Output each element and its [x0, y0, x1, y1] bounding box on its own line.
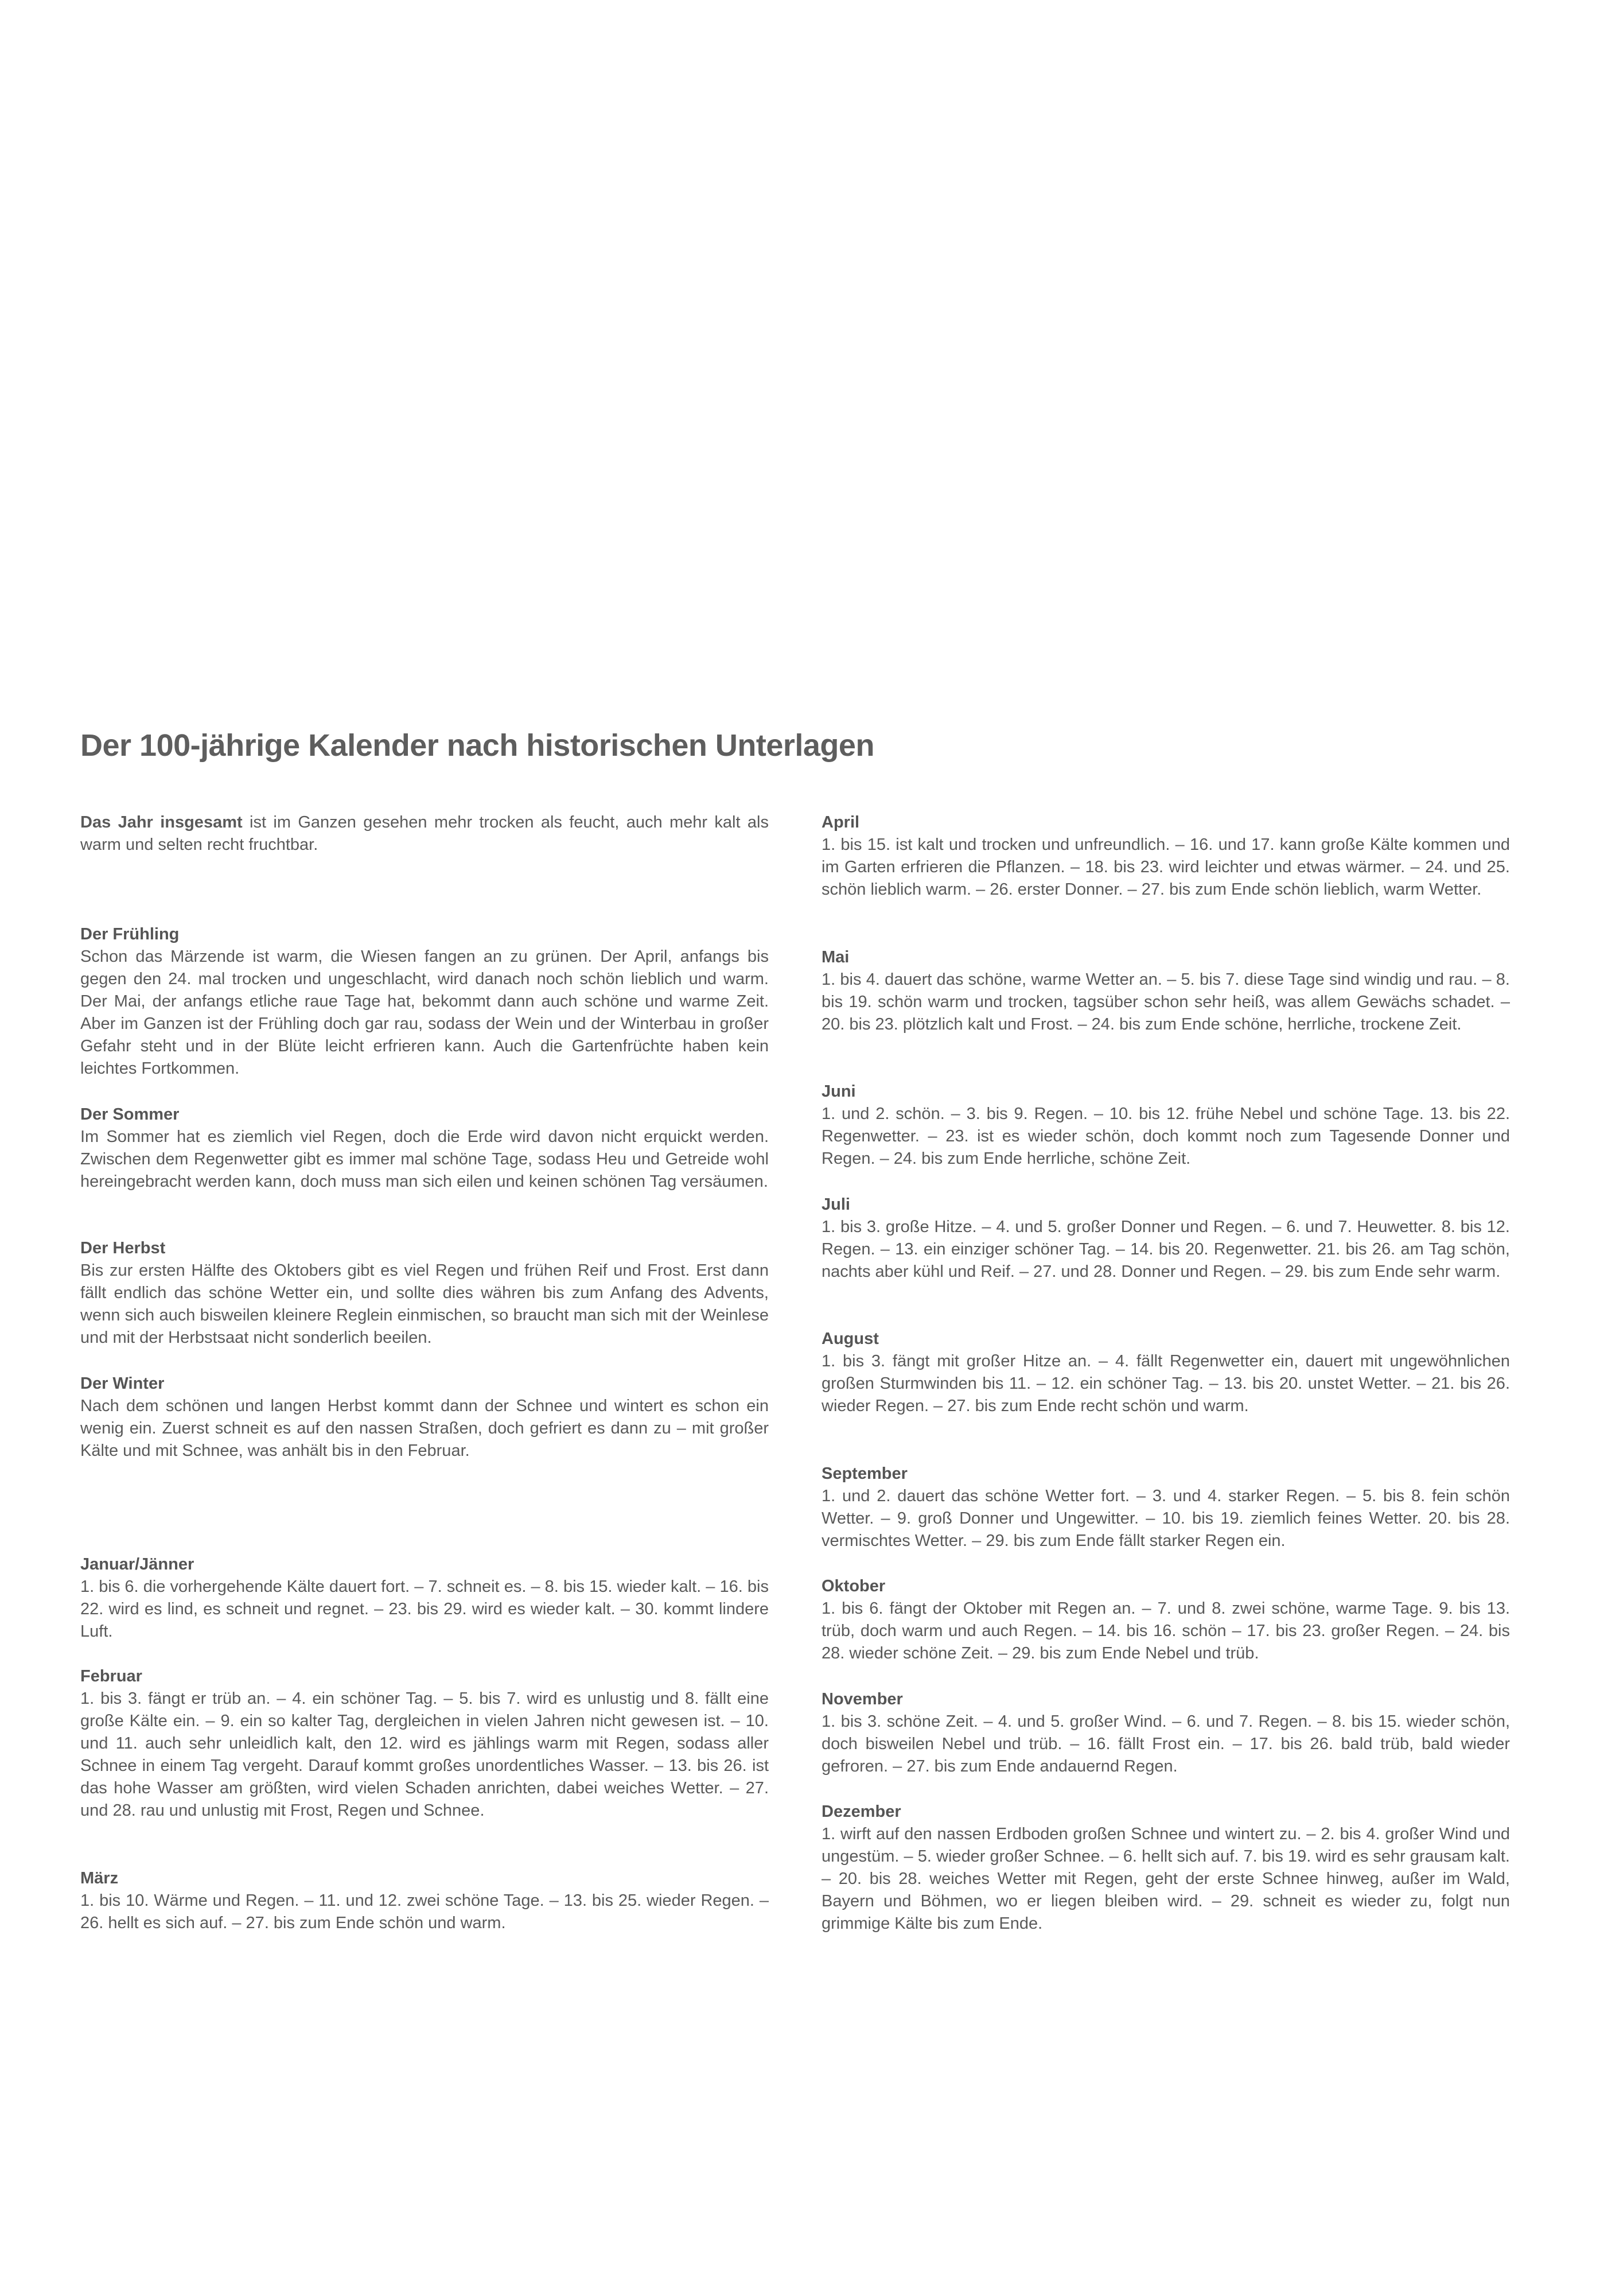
- section-heading: März: [80, 1869, 119, 1887]
- month-october: [822, 1575, 1510, 1665]
- section-text: 1. bis 3. fängt mit großer Hitze an. – 4. fällt Regenwetter ein, dauert mit ungewöhnlichen großen Sturmwinden bis 11. – 12. ein schöner Tag. – 13. bis 20. unstet Wetter. – 21. bis 26. wieder Regen. – 27. bis zum Ende recht schön und warm.: [822, 1352, 1510, 1415]
- section-text: 1. bis 15. ist kalt und trocken und unfreundlich. – 16. und 17. kann große Kälte kommen und im Garten erfrieren die Pflanzen. – 18. bis 23. wird leichter und etwas wärmer. – 24. und 25. schön lieblich warm. – 26. erster Donner. – 27. bis zum Ende schön lieblich, warm Wetter.: [822, 836, 1510, 899]
- section-heading: Der Sommer: [80, 1105, 180, 1124]
- section-text: Nach dem schönen und langen Herbst kommt dann der Schnee und wintert es schon ein wenig ein. Zuerst schneit es auf den nassen Straßen, doch gefriert es dann zu – mit großer Kälte und mit Schnee, was anhält bis in den Februar.: [80, 1397, 769, 1460]
- month-may: [822, 946, 1510, 1036]
- section-text: 1. wirft auf den nassen Erdboden großen Schnee und wintert zu. – 2. bis 4. großer Wind und ungestüm. – 5. wieder großer Schnee. – 6. hellt sich auf. 7. bis 19. wird es sehr grausam kalt. – 20. bis 28. weiches Wetter mit Regen, geht der erste Schnee hinweg, außer im Wald, Bayern und Böhmen, wo er liegen bleiben wird. – 29. schneit es wieder zu, folgt nun grimmige Kälte bis zum Ende.: [822, 1825, 1510, 1933]
- month-april: [822, 811, 1510, 901]
- month-november: [822, 1688, 1510, 1778]
- month-february: [80, 1665, 769, 1822]
- month-september: [822, 1463, 1510, 1552]
- month-january: [80, 1553, 769, 1643]
- section-text: 1. bis 10. Wärme und Regen. – 11. und 12. zwei schöne Tage. – 13. bis 25. wieder Regen. – 26. hellt es sich auf. – 27. bis zum Ende schön und warm.: [80, 1891, 769, 1932]
- section-text: 1. bis 6. fängt der Oktober mit Regen an. – 7. und 8. zwei schöne, warme Tage. 9. bis 13. trüb, doch warm und auch Regen. – 14. bis 16. schön – 17. bis 23. großer Regen. – 24. bis 28. wieder schöne Zeit. – 29. bis zum Ende Nebel und trüb.: [822, 1599, 1510, 1662]
- section-text: Schon das Märzende ist warm, die Wiesen fangen an zu grünen. Der April, anfangs bis gegen den 24. mal trocken und ungeschlacht, wird danach noch schön lieblich und warm. Der Mai, der anfangs etliche raue Tage hat, bekommt dann auch schöne und warme Zeit. Aber im Ganzen ist der Frühling doch gar rau, sodass der Wein und der Winterbau in großer Gefahr steht und in der Blüte leicht erfrieren kann. Auch die Gartenfrüchte haben kein leichtes Fortkommen.: [80, 947, 769, 1078]
- month-june: [822, 1081, 1510, 1170]
- section-heading: Dezember: [822, 1802, 901, 1821]
- section-text: 1. bis 6. die vorhergehende Kälte dauert fort. – 7. schneit es. – 8. bis 15. wieder kalt. – 16. bis 22. wird es lind, es schneit und regnet. – 23. bis 29. wird es wieder kalt. – 30. kommt lindere Luft.: [80, 1578, 769, 1641]
- section-heading: Juli: [822, 1195, 850, 1214]
- section-heading: Mai: [822, 948, 850, 966]
- season-summer: [80, 1104, 769, 1193]
- intro-paragraph: [80, 811, 769, 856]
- intro-text: ist im Ganzen gesehen mehr trocken als feucht, auch mehr kalt als warm und selten recht fruchtbar.: [80, 813, 769, 854]
- section-text: 1. und 2. dauert das schöne Wetter fort. – 3. und 4. starker Regen. – 5. bis 8. fein schön Wetter. – 9. groß Donner und Ungewitter. – 10. bis 19. ziemlich feines Wetter. 20. bis 28. vermischtes Wetter. – 29. bis zum Ende fällt starker Regen ein.: [822, 1487, 1510, 1550]
- page-title: Der 100-jährige Kalender nach historischen Unterlagen: [80, 728, 874, 763]
- section-heading: Juni: [822, 1082, 856, 1101]
- section-heading: Januar/Jänner: [80, 1555, 194, 1574]
- section-text: 1. bis 3. schöne Zeit. – 4. und 5. großer Wind. – 6. und 7. Regen. – 8. bis 15. wieder schön, doch bisweilen Nebel und trüb. – 16. fällt Frost ein. – 17. bis 26. bald trüb, bald wieder gefroren. – 27. bis zum Ende andauernd Regen.: [822, 1712, 1510, 1776]
- month-july: [822, 1194, 1510, 1283]
- section-heading: Der Winter: [80, 1374, 165, 1393]
- season-spring: [80, 923, 769, 1080]
- section-text: 1. bis 4. dauert das schöne, warme Wetter an. – 5. bis 7. diese Tage sind windig und rau. – 8. bis 19. schön warm und trocken, tagsüber schon sehr heiß, was allem Gewächs schadet. – 20. bis 23. plötzlich kalt und Frost. – 24. bis zum Ende schöne, herrliche, trockene Zeit.: [822, 970, 1510, 1034]
- section-heading: Der Herbst: [80, 1239, 166, 1257]
- season-winter: [80, 1373, 769, 1462]
- section-text: Im Sommer hat es ziemlich viel Regen, doch die Erde wird davon nicht erquickt werden. Zwischen dem Regenwetter gibt es immer mal schöne Tage, sodass Heu und Getreide wohl hereingebracht werden kann, doch muss man sich eilen und keinen schönen Tag versäumen.: [80, 1128, 769, 1191]
- season-autumn: [80, 1237, 769, 1349]
- section-heading: August: [822, 1330, 879, 1348]
- intro-bold: Das Jahr insgesamt: [80, 813, 243, 832]
- section-heading: September: [822, 1464, 908, 1483]
- section-text: 1. bis 3. fängt er trüb an. – 4. ein schöner Tag. – 5. bis 7. wird es unlustig und 8. fällt eine große Kälte ein. – 9. ein so kalter Tag, dergleichen in vielen Jahren nicht gewesen ist. – 10. und 11. auch sehr unleidlich kalt, den 12. wird es jählings warm mit Regen, sodass aller Schnee in einem Tag vergeht. Darauf kommt großes unordentliches Wasser. – 13. bis 26. ist das hohe Wasser am größten, wird vielen Schaden anrichten, dabei weiches Wetter. – 27. und 28. rau und unlustig mit Frost, Regen und Schnee.: [80, 1689, 769, 1820]
- month-march: [80, 1867, 769, 1934]
- section-heading: April: [822, 813, 860, 832]
- section-heading: Februar: [80, 1667, 142, 1685]
- section-heading: Der Frühling: [80, 925, 180, 943]
- section-text: 1. und 2. schön. – 3. bis 9. Regen. – 10. bis 12. frühe Nebel und schöne Tage. 13. bis 22. Regenwetter. – 23. ist es wieder schön, doch kommt noch zum Tagesende Donner und Regen. – 24. bis zum Ende herrliche, schöne Zeit.: [822, 1105, 1510, 1168]
- section-text: Bis zur ersten Hälfte des Oktobers gibt es viel Regen und frühen Reif und Frost. Erst dann fällt endlich das schöne Wetter ein, und sollte dies währen bis zum Anfang des Advents, wenn sich auch bisweilen kleinere Reglein einmischen, so braucht man sich mit der Weinlese und mit der Herbstsaat nicht sonderlich beeilen.: [80, 1261, 769, 1347]
- month-august: [822, 1328, 1510, 1417]
- section-heading: November: [822, 1690, 903, 1708]
- month-december: [822, 1801, 1510, 1935]
- section-text: 1. bis 3. große Hitze. – 4. und 5. großer Donner und Regen. – 6. und 7. Heuwetter. 8. bis 12. Regen. – 13. ein einziger schöner Tag. – 14. bis 20. Regenwetter. 21. bis 26. am Tag schön, nachts aber kühl und Reif. – 27. und 28. Donner und Regen. – 29. bis zum Ende sehr warm.: [822, 1218, 1510, 1281]
- section-heading: Oktober: [822, 1577, 886, 1595]
